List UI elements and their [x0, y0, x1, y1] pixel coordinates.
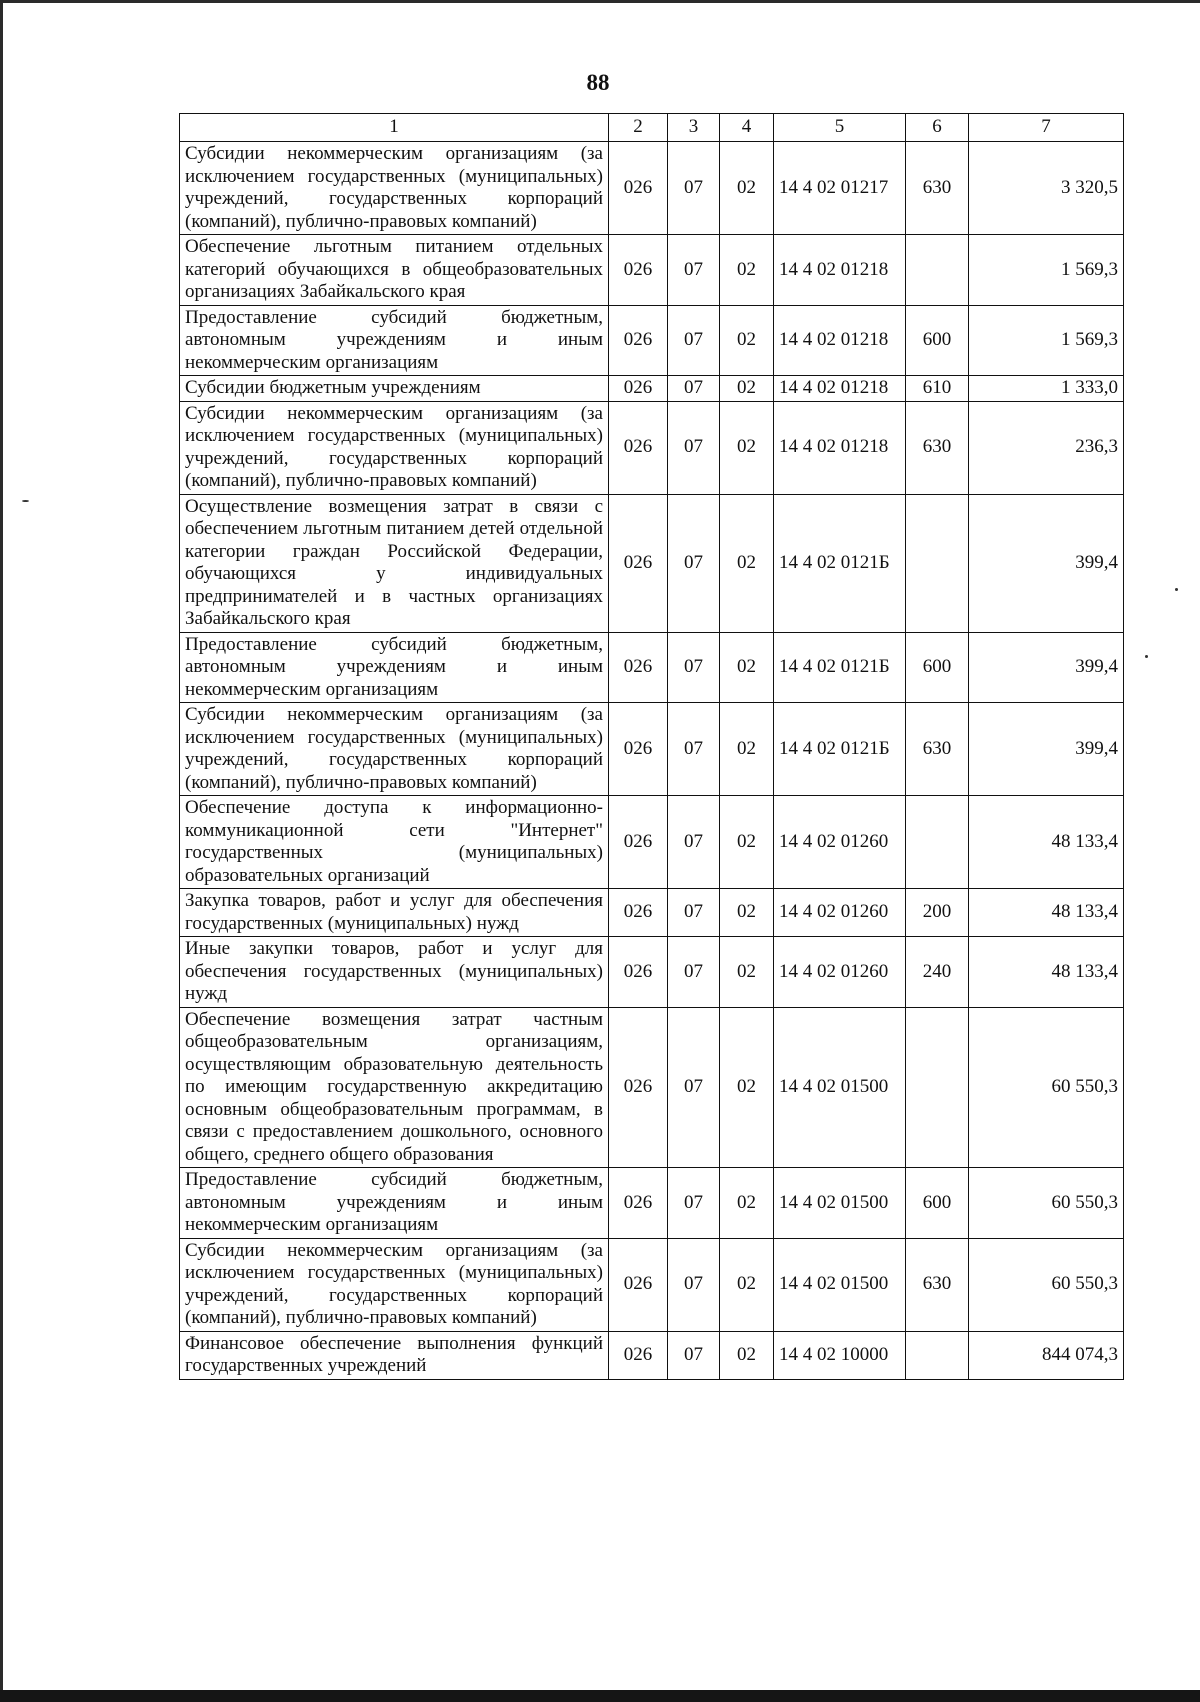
column-header: 1 — [180, 114, 609, 142]
table-row — [180, 142, 1124, 235]
ministry-code: 026 — [609, 796, 668, 889]
target-article-code: 14 4 02 01217 — [774, 142, 906, 235]
expense-type-code: 600 — [906, 1168, 969, 1239]
table-row — [180, 1007, 1124, 1168]
table-row — [180, 703, 1124, 796]
row-description: Обеспечение доступа к информационно-коммуникационной сети "Интернет" государственных (муниципальных) образовательных организаций — [180, 796, 609, 889]
amount-value: 399,4 — [969, 494, 1124, 632]
target-article-code: 14 4 02 01218 — [774, 401, 906, 494]
target-article-code: 14 4 02 01500 — [774, 1007, 906, 1168]
section-code: 07 — [668, 142, 720, 235]
subsection-code: 02 — [720, 703, 774, 796]
column-header: 3 — [668, 114, 720, 142]
row-description: Субсидии некоммерческим организациям (за исключением государственных (муниципальных) учреждений, государственных корпораций (компаний), публично-правовых компаний) — [180, 1238, 609, 1331]
column-header: 6 — [906, 114, 969, 142]
scan-speck — [1175, 588, 1178, 591]
amount-value: 3 320,5 — [969, 142, 1124, 235]
amount-value: 60 550,3 — [969, 1007, 1124, 1168]
ministry-code: 026 — [609, 703, 668, 796]
target-article-code: 14 4 02 01260 — [774, 796, 906, 889]
row-description: Предоставление субсидий бюджетным, автономным учреждениям и иным некоммерческим организациям — [180, 632, 609, 703]
subsection-code: 02 — [720, 494, 774, 632]
table-row — [180, 376, 1124, 402]
ministry-code: 026 — [609, 142, 668, 235]
row-description: Субсидии некоммерческим организациям (за исключением государственных (муниципальных) учреждений, государственных корпораций (компаний), публично-правовых компаний) — [180, 401, 609, 494]
target-article-code: 14 4 02 01218 — [774, 376, 906, 402]
amount-value: 60 550,3 — [969, 1238, 1124, 1331]
section-code: 07 — [668, 796, 720, 889]
scan-edge-left — [0, 0, 3, 1702]
section-code: 07 — [668, 235, 720, 306]
amount-value: 48 133,4 — [969, 796, 1124, 889]
row-description: Обеспечение льготным питанием отдельных категорий обучающихся в общеобразовательных организациях Забайкальского края — [180, 235, 609, 306]
column-header: 2 — [609, 114, 668, 142]
amount-value: 1 569,3 — [969, 235, 1124, 306]
section-code: 07 — [668, 1007, 720, 1168]
ministry-code: 026 — [609, 1331, 668, 1379]
ministry-code: 026 — [609, 937, 668, 1008]
subsection-code: 02 — [720, 937, 774, 1008]
expense-type-code: 200 — [906, 889, 969, 937]
subsection-code: 02 — [720, 142, 774, 235]
section-code: 07 — [668, 1238, 720, 1331]
table-row — [180, 1331, 1124, 1379]
amount-value: 48 133,4 — [969, 889, 1124, 937]
row-description: Закупка товаров, работ и услуг для обеспечения государственных (муниципальных) нужд — [180, 889, 609, 937]
table-row — [180, 796, 1124, 889]
expense-type-code — [906, 796, 969, 889]
amount-value: 1 569,3 — [969, 305, 1124, 376]
amount-value: 236,3 — [969, 401, 1124, 494]
row-description: Обеспечение возмещения затрат частным общеобразовательным организациям, осуществляющим образовательную деятельность по имеющим государственную аккредитацию основным общеобразовательным программам, в связи с предоставлением дошкольного, основного общего, среднего общего образования — [180, 1007, 609, 1168]
subsection-code: 02 — [720, 305, 774, 376]
row-description: Иные закупки товаров, работ и услуг для обеспечения государственных (муниципальных) нужд — [180, 937, 609, 1008]
section-code: 07 — [668, 376, 720, 402]
expense-type-code: 630 — [906, 401, 969, 494]
target-article-code: 14 4 02 01218 — [774, 305, 906, 376]
row-description: Предоставление субсидий бюджетным, автономным учреждениям и иным некоммерческим организациям — [180, 305, 609, 376]
ministry-code: 026 — [609, 1007, 668, 1168]
ministry-code: 026 — [609, 1238, 668, 1331]
table-row — [180, 494, 1124, 632]
subsection-code: 02 — [720, 796, 774, 889]
target-article-code: 14 4 02 01260 — [774, 937, 906, 1008]
section-code: 07 — [668, 401, 720, 494]
expense-type-code: 630 — [906, 142, 969, 235]
amount-value: 844 074,3 — [969, 1331, 1124, 1379]
page-number: 88 — [586, 70, 610, 95]
target-article-code: 14 4 02 01260 — [774, 889, 906, 937]
subsection-code: 02 — [720, 1331, 774, 1379]
target-article-code: 14 4 02 10000 — [774, 1331, 906, 1379]
ministry-code: 026 — [609, 494, 668, 632]
row-description: Предоставление субсидий бюджетным, автономным учреждениям и иным некоммерческим организациям — [180, 1168, 609, 1239]
table-row — [180, 305, 1124, 376]
target-article-code: 14 4 02 0121Б — [774, 703, 906, 796]
subsection-code: 02 — [720, 889, 774, 937]
column-header: 4 — [720, 114, 774, 142]
expense-type-code: 600 — [906, 305, 969, 376]
ministry-code: 026 — [609, 889, 668, 937]
ministry-code: 026 — [609, 235, 668, 306]
row-description: Финансовое обеспечение выполнения функций государственных учреждений — [180, 1331, 609, 1379]
column-header: 5 — [774, 114, 906, 142]
scan-speck — [1145, 655, 1148, 658]
section-code: 07 — [668, 889, 720, 937]
amount-value: 399,4 — [969, 632, 1124, 703]
amount-value: 1 333,0 — [969, 376, 1124, 402]
subsection-code: 02 — [720, 235, 774, 306]
section-code: 07 — [668, 494, 720, 632]
ministry-code: 026 — [609, 401, 668, 494]
table-row — [180, 632, 1124, 703]
subsection-code: 02 — [720, 1168, 774, 1239]
amount-value: 48 133,4 — [969, 937, 1124, 1008]
table-row — [180, 235, 1124, 306]
scan-edge-bottom — [0, 1690, 1200, 1702]
expense-type-code: 600 — [906, 632, 969, 703]
section-code: 07 — [668, 703, 720, 796]
subsection-code: 02 — [720, 1007, 774, 1168]
row-description: Субсидии бюджетным учреждениям — [180, 376, 609, 402]
subsection-code: 02 — [720, 1238, 774, 1331]
expense-type-code: 630 — [906, 1238, 969, 1331]
row-description: Субсидии некоммерческим организациям (за исключением государственных (муниципальных) учреждений, государственных корпораций (компаний), публично-правовых компаний) — [180, 142, 609, 235]
row-description: Субсидии некоммерческим организациям (за исключением государственных (муниципальных) учреждений, государственных корпораций (компаний), публично-правовых компаний) — [180, 703, 609, 796]
table-row — [180, 889, 1124, 937]
ministry-code: 026 — [609, 305, 668, 376]
ministry-code: 026 — [609, 632, 668, 703]
table-row — [180, 401, 1124, 494]
ministry-code: 026 — [609, 376, 668, 402]
subsection-code: 02 — [720, 632, 774, 703]
expense-type-code — [906, 1331, 969, 1379]
section-code: 07 — [668, 1168, 720, 1239]
column-number-row — [180, 114, 1124, 142]
expense-type-code — [906, 494, 969, 632]
expense-type-code: 610 — [906, 376, 969, 402]
amount-value: 60 550,3 — [969, 1168, 1124, 1239]
expense-type-code — [906, 1007, 969, 1168]
expense-type-code — [906, 235, 969, 306]
scan-edge-top — [0, 0, 1200, 3]
amount-value: 399,4 — [969, 703, 1124, 796]
section-code: 07 — [668, 305, 720, 376]
expense-type-code: 630 — [906, 703, 969, 796]
target-article-code: 14 4 02 0121Б — [774, 632, 906, 703]
table-row — [180, 937, 1124, 1008]
ministry-code: 026 — [609, 1168, 668, 1239]
subsection-code: 02 — [720, 401, 774, 494]
section-code: 07 — [668, 1331, 720, 1379]
section-code: 07 — [668, 937, 720, 1008]
expense-type-code: 240 — [906, 937, 969, 1008]
table-row — [180, 1168, 1124, 1239]
target-article-code: 14 4 02 01218 — [774, 235, 906, 306]
subsection-code: 02 — [720, 376, 774, 402]
budget-table — [179, 113, 1124, 1380]
column-header: 7 — [969, 114, 1124, 142]
row-description: Осуществление возмещения затрат в связи с обеспечением льготным питанием детей отдельной категории граждан Российской Федерации, обучающихся у индивидуальных предпринимателей и в частных организациях Забайкальского края — [180, 494, 609, 632]
target-article-code: 14 4 02 0121Б — [774, 494, 906, 632]
target-article-code: 14 4 02 01500 — [774, 1168, 906, 1239]
table-row — [180, 1238, 1124, 1331]
target-article-code: 14 4 02 01500 — [774, 1238, 906, 1331]
section-code: 07 — [668, 632, 720, 703]
scan-speck — [22, 500, 29, 502]
